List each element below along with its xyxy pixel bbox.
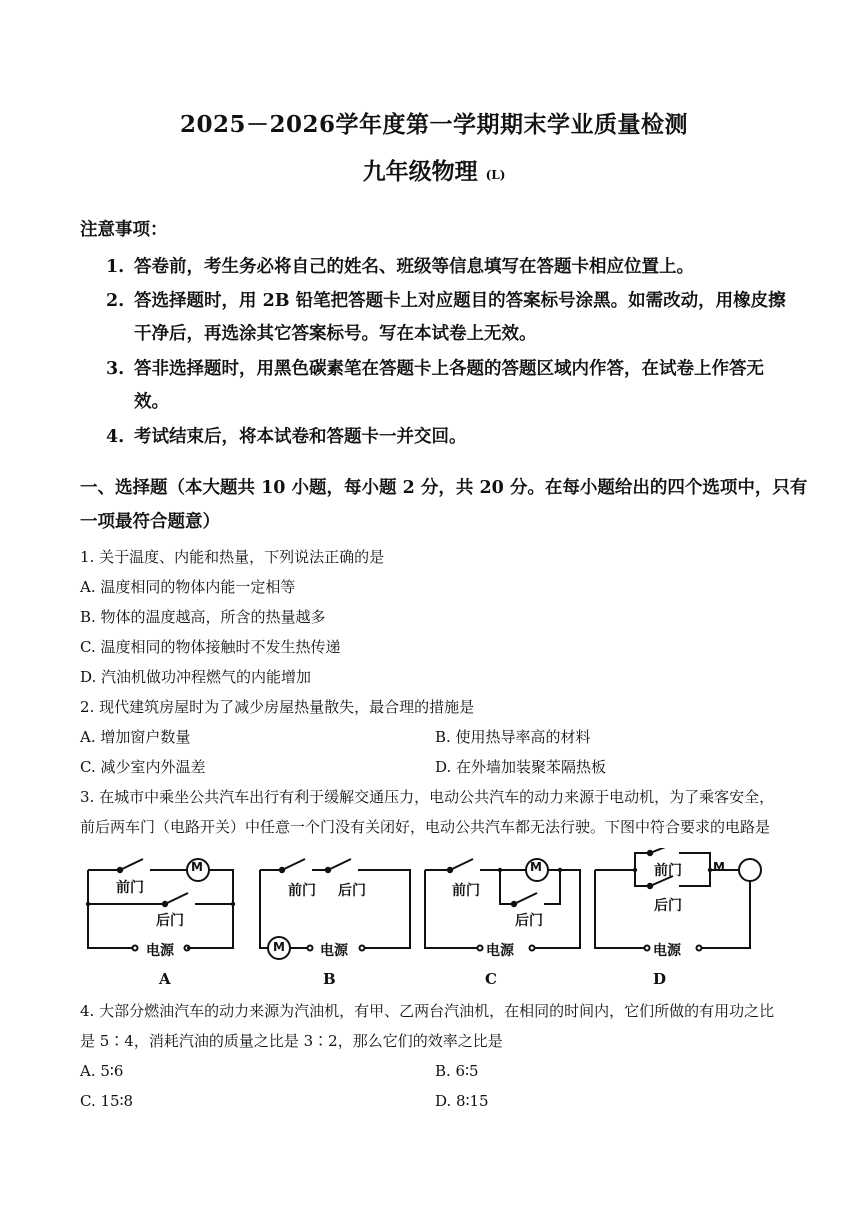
notice-item-3 [106,355,764,380]
motor-label-c: M [530,860,542,874]
question-4-stem: 4. 大部分燃油汽车的动力来源为汽油机，有甲、乙两台汽油机，在相同的时间内，它们所做的有用功之比 [80,1002,775,1020]
subject-name: 九年级物理 [362,158,478,185]
notice-item-number: 4. [106,427,125,447]
label-back-door-b: 后门 [338,883,366,899]
subject-tag: (L) [485,168,506,182]
label-back-door-c: 后门 [515,913,543,929]
exam-title: 2025－2026学年度第一学期期末学业质量检测 [179,111,689,138]
label-front-door-d: 前门 [654,863,682,879]
label-back-door-a: 后门 [156,913,184,929]
notice-item-text: 答卷前，考生务必将自己的姓名、班级等信息填写在答题卡相应位置上。 [134,257,694,277]
question-1-option-d: D. 汽油机做功冲程燃气的内能增加 [80,668,312,686]
question-3-stem-cont: 前后两车门（电路开关）中任意一个门没有关闭好，电动公共汽车都无法行驶。下图中符合要求的电路是 [80,818,771,836]
notice-item-4 [106,423,467,448]
question-1-option-a: A. 温度相同的物体内能一定相等 [80,578,296,596]
question-1-option-c: C. 温度相同的物体接触时不发生热传递 [80,638,341,656]
section-heading-cont: 一项最符合题意） [80,512,220,532]
figure-label-b: B [323,970,336,988]
question-4-option-b: B. 6∶5 [435,1062,479,1080]
motor-label-a: M [191,860,203,874]
label-power-c: 电源 [486,943,514,959]
question-1-stem: 1. 关于温度、内能和热量，下列说法正确的是 [80,548,385,566]
motor-label-b: M [273,940,285,954]
question-2-option-b: B. 使用热导率高的材料 [435,728,591,746]
question-2-option-c: C. 减少室内外温差 [80,758,206,776]
question-2-option-a: A. 增加窗户数量 [80,728,191,746]
notice-item-number: 2. [106,291,125,311]
label-power-b: 电源 [320,943,348,959]
notice-item-2-cont: 干净后，再选涂其它答案标号。写在本试卷上无效。 [134,324,537,344]
question-2-stem: 2. 现代建筑房屋时为了减少房屋热量散失，最合理的措施是 [80,698,475,716]
notice-heading: 注意事项： [80,220,168,240]
section-heading: 一、选择题（本大题共 10 小题，每小题 2 分，共 20 分。在每小题给出的四个选项中，只有 [80,478,808,498]
circuit-a [86,859,235,951]
label-front-door-b: 前门 [288,883,316,899]
figure-label-a: A [159,970,171,988]
label-front-door-a: 前门 [116,880,144,896]
figure-label-c: C [485,970,497,988]
notice-item-number: 3. [106,359,125,379]
notice-item-text: 答选择题时，用 2B 铅笔把答题卡上对应题目的答案标号涂黑。如需改动，用橡皮擦 [134,291,786,311]
notice-item-3-cont: 效。 [134,392,169,412]
exam-subtitle [0,153,868,186]
notice-item-1 [106,253,694,278]
notice-item-text: 考试结束后，将本试卷和答题卡一并交回。 [134,427,467,447]
question-1-option-b: B. 物体的温度越高，所含的热量越多 [80,608,326,626]
motor-label-d: M [713,860,725,874]
question-4-stem-cont: 是 5∶4，消耗汽油的质量之比是 3∶2，那么它们的效率之比是 [80,1032,503,1050]
notice-item-number: 1. [106,257,125,277]
question-2-option-d: D. 在外墙加装聚苯隔热板 [435,758,607,776]
notice-item-text: 答非选择题时，用黑色碳素笔在答题卡上各题的答题区域内作答，在试卷上作答无 [134,359,764,379]
question-4-option-d: D. 8∶15 [435,1092,489,1110]
question-4-option-c: C. 15∶8 [80,1092,134,1110]
figure-label-d: D [653,970,667,988]
label-power-a: 电源 [146,943,174,959]
label-front-door-c: 前门 [452,883,480,899]
notice-item-2 [106,287,786,312]
label-power-d: 电源 [653,943,681,959]
question-4-option-a: A. 5∶6 [80,1062,124,1080]
label-back-door-d: 后门 [654,898,682,914]
circuit-c [425,859,580,951]
question-3-stem: 3. 在城市中乘坐公共汽车出行有利于缓解交通压力，电动公共汽车的动力来源于电动机，为了乘客安全， [80,788,775,806]
